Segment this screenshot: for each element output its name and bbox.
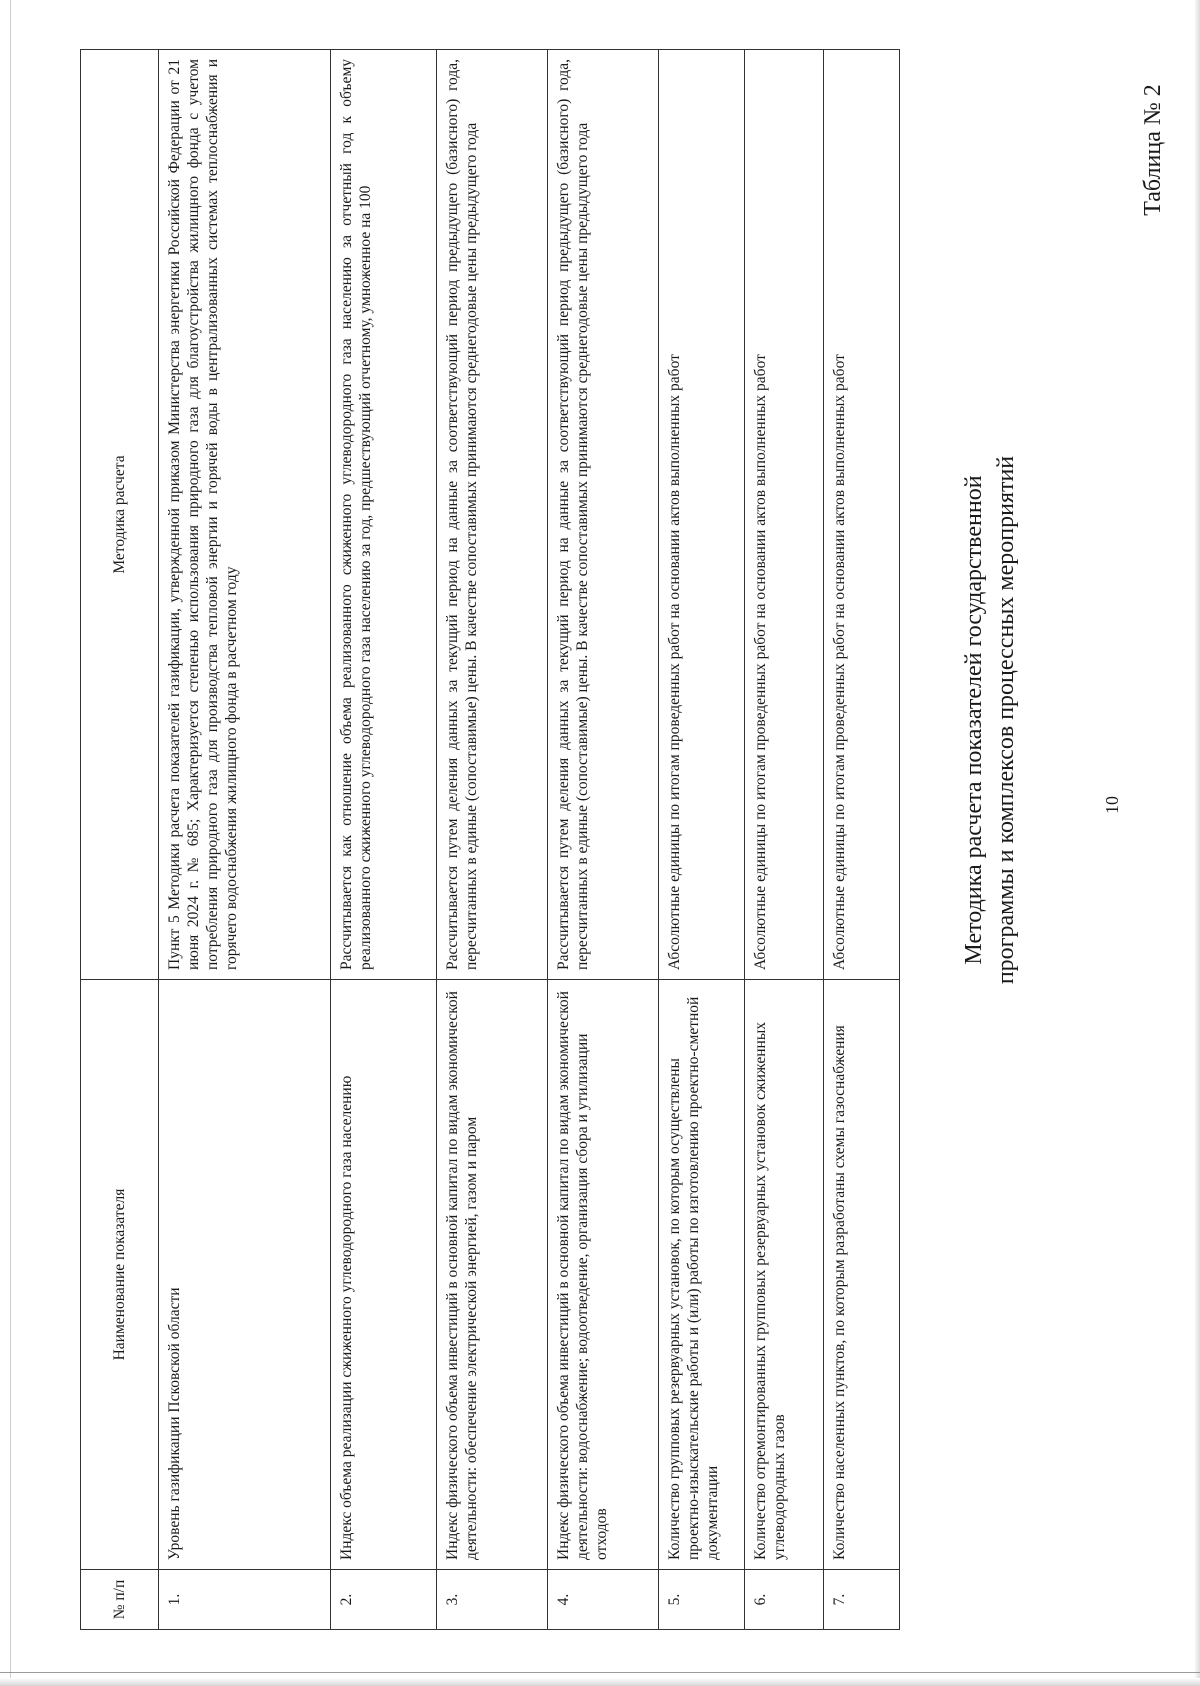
row-num: 6. (745, 1570, 824, 1630)
row-method: Рассчитывается путем деления данных за текущий период на данные за соответствующий период предыдущего (базисного) года, пересчитанных в единые (сопоставимые) цены. В качестве сопоставимых принимаются среднегодовые цены предыдущего года (548, 50, 659, 980)
row-name: Количество групповых резервуарных установок, по которым осуществлены проектно-изыскательские работы и (или) работы по изготовлению проектно-сметной документации (659, 980, 745, 1570)
rotated-page (50, 50, 1200, 1640)
row-method: Абсолютные единицы по итогам проведенных работ на основании актов выполненных работ (745, 50, 824, 980)
row-num: 4. (548, 1570, 659, 1630)
row-method: Абсолютные единицы по итогам проведенных работ на основании актов выполненных работ (824, 50, 900, 980)
scan-edge-left (10, 0, 11, 1686)
row-name: Индекс физического объема инвестиций в основной капитал по видам экономической деятельности: обеспечение электрической энергией, газом и паром (436, 980, 547, 1570)
indicators-table (80, 49, 900, 1630)
row-num: 1. (159, 1570, 331, 1630)
row-name: Индекс объема реализации сжиженного углеводородного газа населению (330, 980, 436, 1570)
table-row (330, 50, 436, 1630)
row-name: Количество населенных пунктов, по которым разработаны схемы газоснабжения (824, 980, 900, 1570)
scan-edge-bottom (0, 1678, 1200, 1686)
table-row (824, 50, 900, 1630)
row-method: Рассчитывается путем деления данных за текущий период на данные за соответствующий период предыдущего (базисного) года, пересчитанных в единые (сопоставимые) цены. В качестве сопоставимых принимаются среднегодовые цены предыдущего года (436, 50, 547, 980)
header-method: Методика расчета (81, 50, 159, 980)
header-name: Наименование показателя (81, 980, 159, 1570)
row-method: Рассчитывается как отношение объема реализованного сжиженного углеводородного газа населению за отчетный год к объему реализованного сжиженного углеводородного газа населению за год, предшествующий отчетному, умноженное на 100 (330, 50, 436, 980)
row-num: 2. (330, 1570, 436, 1630)
row-name: Количество отремонтированных групповых резервуарных установок сжиженных углеводородных газов (745, 980, 824, 1570)
row-num: 3. (436, 1570, 547, 1630)
table-row (436, 50, 547, 1630)
document-title (958, 320, 1022, 1120)
row-num: 5. (659, 1570, 745, 1630)
table-row (548, 50, 659, 1630)
row-method: Пункт 5 Методики расчета показателей газификации, утвержденной приказом Министерства энергетики Российской Федерации от 21 июня 2024 г. № 685; Характеризуется степенью использования природного газа для благоустройства жилищного фонда с учетом потребления природного газа для производства тепловой энергии и горячей воды в централизованных системах теплоснабжения и горячего водоснабжения жилищного фонда в расчетном году (159, 50, 331, 980)
table-header-row (81, 50, 159, 1630)
row-name: Индекс физического объема инвестиций в основной капитал по видам экономической деятельности: водоснабжение; водоотведение, организация сбора и утилизации отходов (548, 980, 659, 1570)
scan-edge-line (0, 1672, 1200, 1673)
header-num: № п/п (81, 1570, 159, 1630)
page-number: 10 (1102, 796, 1122, 814)
row-name: Уровень газификации Псковской области (159, 980, 331, 1570)
table-label: Таблица № 2 (1140, 84, 1166, 216)
table-row (659, 50, 745, 1630)
title-line-1: Методика расчета показателей государственной (961, 475, 987, 965)
table-row (745, 50, 824, 1630)
title-line-2: программы и комплексов процессных мероприятий (993, 455, 1019, 985)
table-row (159, 50, 331, 1630)
row-num: 7. (824, 1570, 900, 1630)
row-method: Абсолютные единицы по итогам проведенных работ на основании актов выполненных работ (659, 50, 745, 980)
